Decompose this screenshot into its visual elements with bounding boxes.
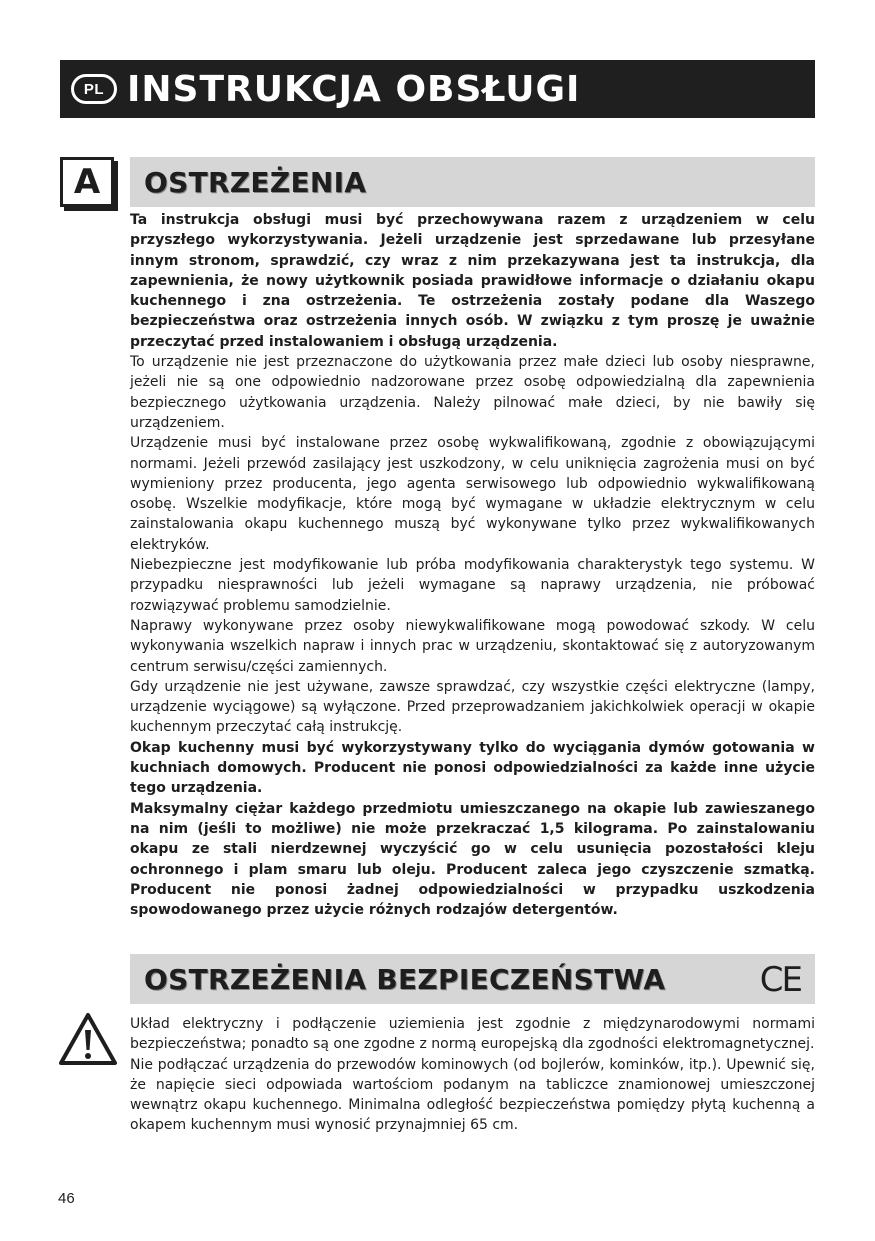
paragraph: Nie podłączać urządzenia do przewodów kominowych (od bojlerów, kominków, itp.). Upewnić się, że napięcie sieci odpowiada wartościom podanym na tabliczce znamionowej umieszczonej wewnątrz okapu kuchennego. Minimalna odległość bezpieczeństwa pomiędzy płytą kuchenną a okapem kuchennym musi wynosić przynajmniej 65 cm. (130, 1056, 815, 1134)
section-title-safety-warnings: OSTRZEŻENIA BEZPIECZEŃSTWA (144, 962, 666, 996)
section-header-warnings (130, 157, 815, 207)
section-title-warnings: OSTRZEŻENIA (144, 165, 367, 199)
language-badge: PL (71, 74, 117, 104)
paragraph: To urządzenie nie jest przeznaczone do użytkowania przez małe dzieci lub osoby niesprawne, jeżeli nie są one odpowiednio nadzorowane przez osobę odpowiedzialną dla zapewnienia bezpiecznego użytkowania urządzenia. Należy pilnować małe dzieci, by nie bawiły się urządzeniem. (130, 354, 815, 431)
section-letter-badge: A (60, 157, 114, 207)
page-number: 46 (58, 1190, 75, 1207)
paragraph: Urządzenie musi być instalowane przez osobę wykwalifikowaną, zgodnie z obowiązującymi normami. Jeżeli przewód zasilający jest uszkodzony, w celu uniknięcia zagrożenia musi on być wymieniony przez producenta, jego agenta serwisowego lub odpowiednio wykwalifikowaną osobę. Wszelkie modyfikacje, które mogą być wymagane w układzie elektrycznym w celu zainstalowania okapu kuchennego muszą być wykonywane tylko przez wykwalifikowanych elektryków. (130, 435, 815, 553)
warning-triangle-icon (58, 1012, 118, 1066)
page-title: INSTRUKCJA OBSŁUGI (127, 68, 581, 110)
paragraph: Naprawy wykonywane przez osoby niewykwalifikowane mogą powodować szkody. W celu wykonywania wszelkich napraw i innych prac w urządzeniu, skontaktować się z autoryzowanym centrum serwisu/części zamiennych. (130, 617, 815, 675)
paragraph: Gdy urządzenie nie jest używane, zawsze sprawdzać, czy wszystkie części elektryczne (lampy, urządzenie wyciągowe) są wyłączone. Przed przeprowadzaniem jakichkolwiek operacji w okapie kuchennym przeczytać całą instrukcję. (130, 678, 815, 736)
section-header-safety-warnings (130, 954, 815, 1004)
safety-warnings-body (130, 1014, 815, 1136)
header-bar (60, 60, 815, 118)
paragraph: Ta instrukcja obsługi musi być przechowywana razem z urządzeniem w celu przyszłego wykorzystywania. Jeżeli urządzenie jest sprzedawane lub przesyłane innym stronom, sprawdzić, czy wraz z nim przekazywana jest ta instrukcja, dla zapewnienia, że nowy użytkownik posiada prawidłowe informacje o działaniu okapu kuchennego i zna ostrzeżenia. Te ostrzeżenia zostały podane dla Waszego bezpieczeństwa oraz ostrzeżenia innych osób. W związku z tym proszę je uważnie przeczytać przed instalowaniem i obsługą urządzenia. (130, 212, 815, 350)
paragraph: Okap kuchenny musi być wykorzystywany tylko do wyciągania dymów gotowania w kuchniach domowych. Producent nie ponosi odpowiedzialności za każde inne użycie tego urządzenia. (130, 739, 815, 797)
paragraph: Układ elektryczny i podłączenie uziemienia jest zgodnie z międzynarodowymi normami bezpieczeństwa; ponadto są one zgodne z normą europejską dla zgodności elektromagnetycznej. (130, 1016, 815, 1053)
warnings-body (130, 210, 815, 920)
ce-mark-icon: CE (759, 960, 801, 1000)
paragraph: Niebezpieczne jest modyfikowanie lub próba modyfikowania charakterystyk tego systemu. W przypadku niesprawności lub jeżeli wymagane są naprawy urządzenia, nie próbować rozwiązywać problemu samodzielnie. (130, 557, 815, 614)
paragraph: Maksymalny ciężar każdego przedmiotu umieszczanego na okapie lub zawieszanego na nim (jeśli to możliwe) nie może przekraczać 1,5 kilograma. Po zainstalowaniu okapu ze stali nierdzewnej wyczyścić go w celu usunięcia pozostałości kleju ochronnego i plam smaru lub oleju. Producent zaleca jego czyszczenie szmatką. Producent nie ponosi żadnej odpowiedzialności w przypadku uszkodzenia spowodowanego przez użycie różnych rodzajów detergentów. (130, 800, 815, 919)
